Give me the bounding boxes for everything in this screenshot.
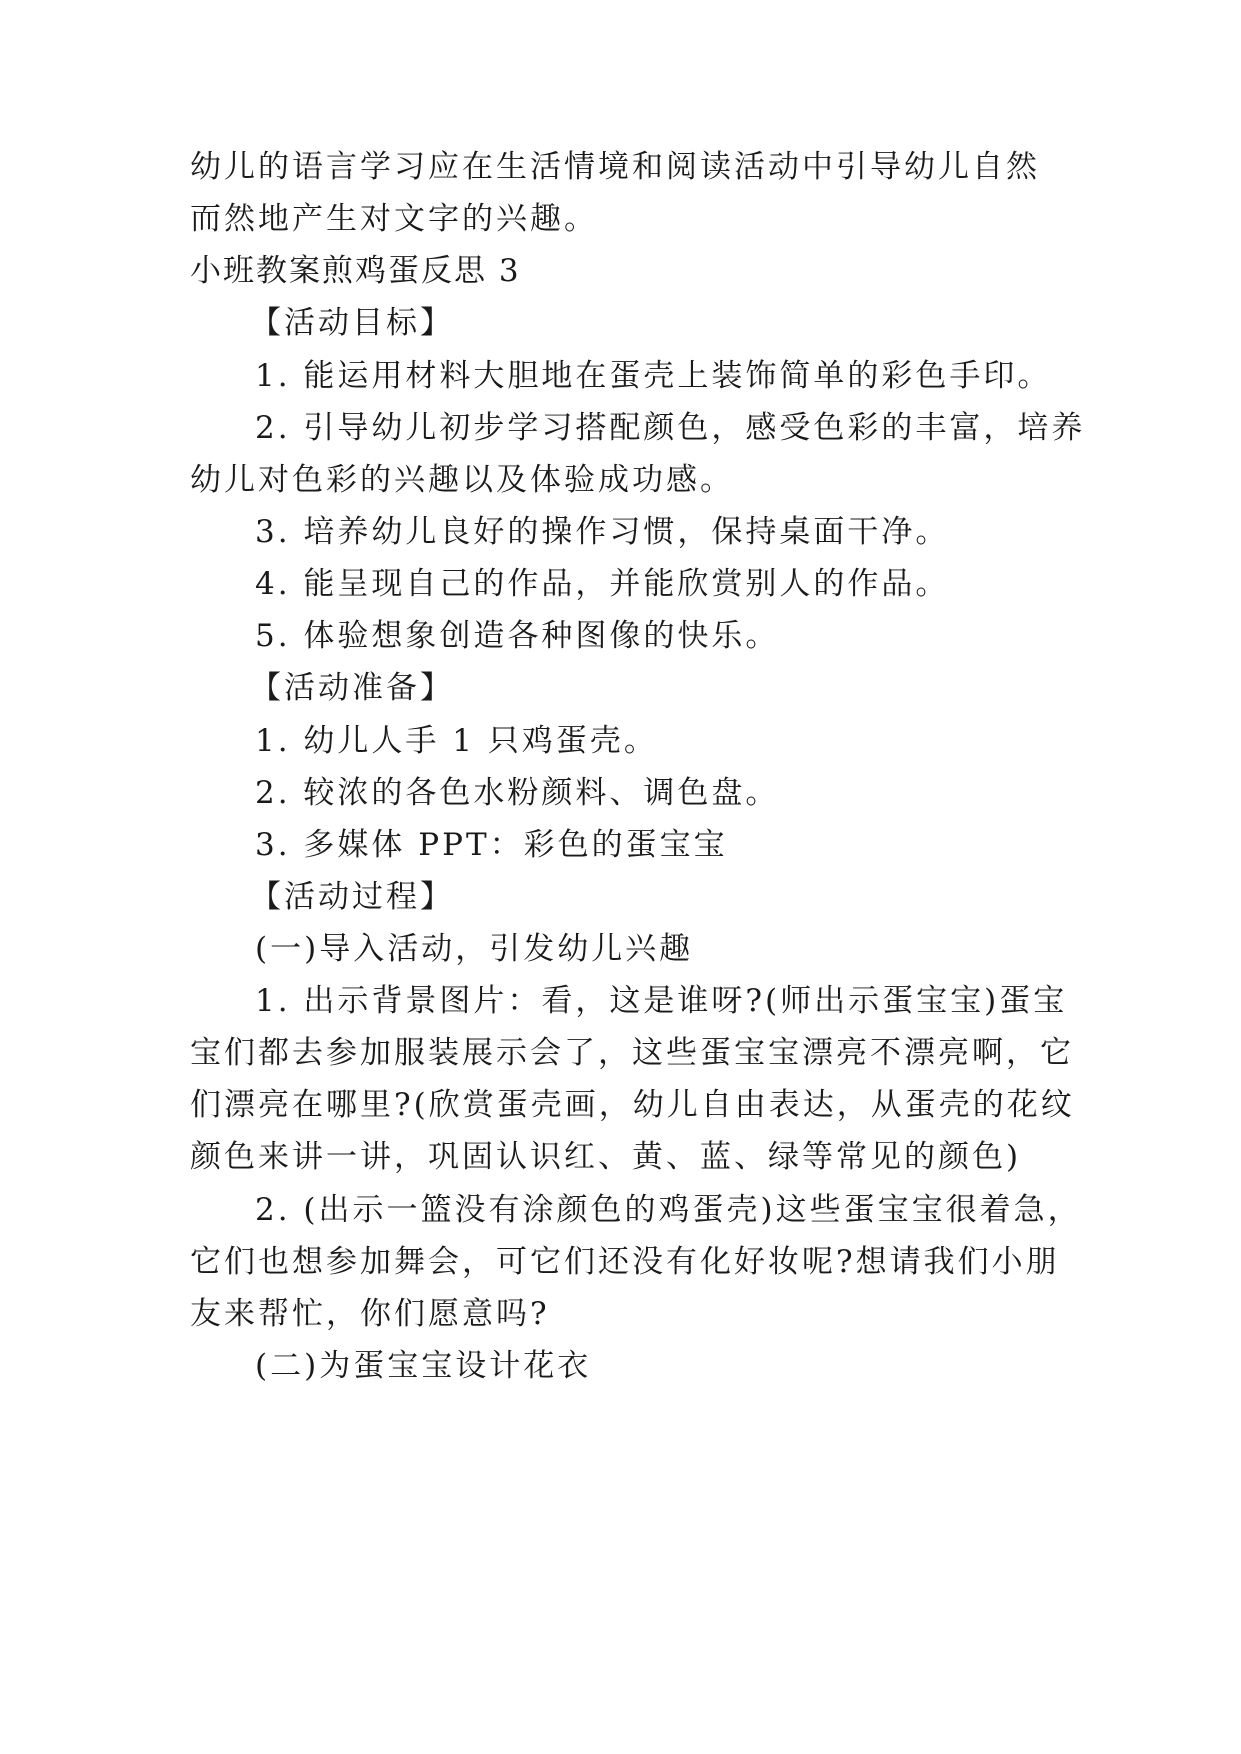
paragraph-line: 它们也想参加舞会，可它们还没有化好妆呢?想请我们小朋 <box>190 1244 1060 1280</box>
list-item: 1. 能运用材料大胆地在蛋壳上装饰简单的彩色手印。 <box>255 358 1052 394</box>
list-item: 2. (出示一篮没有涂颜色的鸡蛋壳)这些蛋宝宝很着急， <box>255 1192 1082 1228</box>
list-item: 5. 体验想象创造各种图像的快乐。 <box>255 618 780 654</box>
list-item: 3. 多媒体 PPT：彩色的蛋宝宝 <box>255 827 728 863</box>
section-heading: 【活动准备】 <box>250 670 454 706</box>
section-heading: 【活动目标】 <box>250 305 454 341</box>
list-item: 4. 能呈现自己的作品，并能欣赏别人的作品。 <box>255 566 950 602</box>
list-item: 3. 培养幼儿良好的操作习惯，保持桌面干净。 <box>255 514 950 550</box>
subsection-heading: (二)为蛋宝宝设计花衣 <box>255 1348 592 1384</box>
paragraph-line: 幼儿对色彩的兴趣以及体验成功感。 <box>190 462 734 498</box>
paragraph-line: 颜色来讲一讲，巩固认识红、黄、蓝、绿等常见的颜色) <box>190 1139 1022 1175</box>
list-item: 1. 幼儿人手 1 只鸡蛋壳。 <box>255 723 658 759</box>
paragraph-line: 幼儿的语言学习应在生活情境和阅读活动中引导幼儿自然 <box>190 149 1040 185</box>
section-heading: 【活动过程】 <box>250 879 454 915</box>
paragraph-line: 宝们都去参加服装展示会了，这些蛋宝宝漂亮不漂亮啊，它 <box>190 1035 1074 1071</box>
paragraph-line: 而然地产生对文字的兴趣。 <box>190 201 598 237</box>
section-title: 小班教案煎鸡蛋反思 3 <box>190 253 521 289</box>
paragraph-line: 们漂亮在哪里?(欣赏蛋壳画，幼儿自由表达，从蛋壳的花纹 <box>190 1087 1075 1123</box>
list-item: 2. 较浓的各色水粉颜料、调色盘。 <box>255 775 780 811</box>
list-item: 1. 出示背景图片：看，这是谁呀?(师出示蛋宝宝)蛋宝 <box>255 983 1068 1019</box>
paragraph-line: 友来帮忙，你们愿意吗? <box>190 1296 550 1332</box>
subsection-heading: (一)导入活动，引发幼儿兴趣 <box>255 931 694 967</box>
list-item: 2. 引导幼儿初步学习搭配颜色，感受色彩的丰富，培养 <box>255 410 1086 446</box>
